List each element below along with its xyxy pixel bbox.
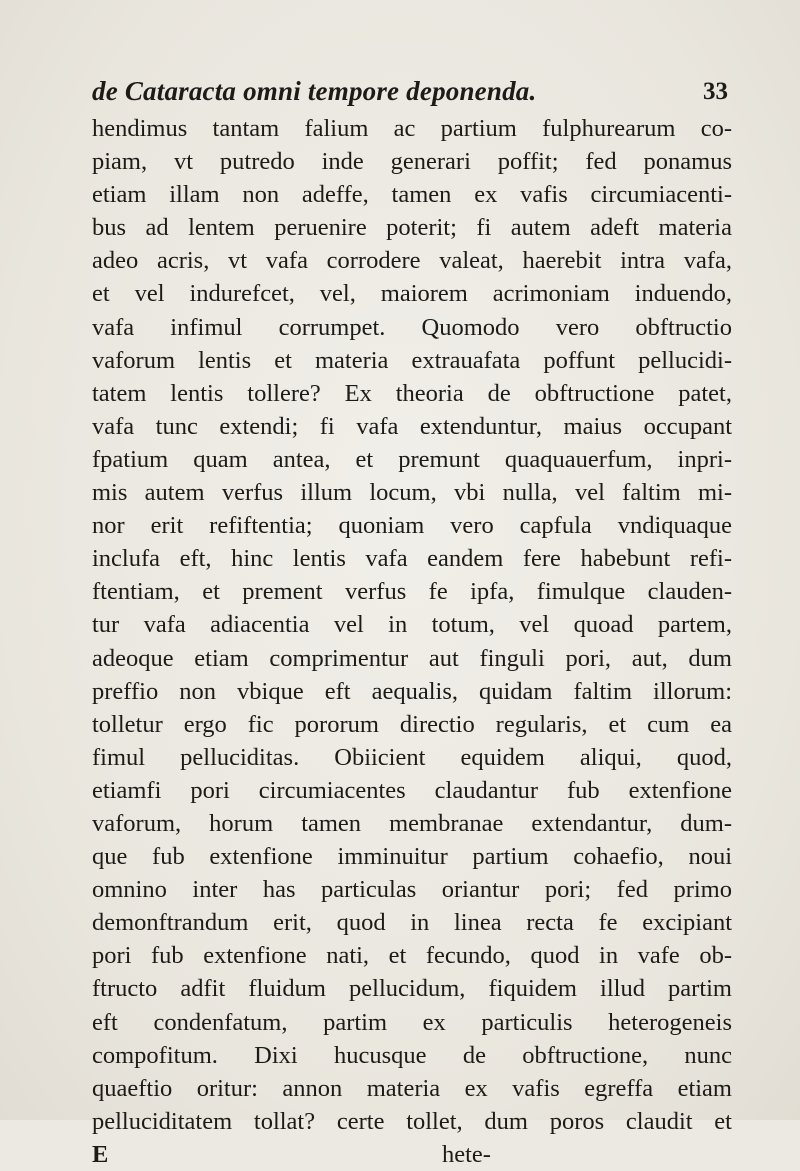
text-line: adeoque etiam comprimentur aut finguli pori, aut, dum: [92, 644, 732, 672]
text-line: vaforum lentis et materia extrauafata poffunt pellucidi-: [92, 346, 732, 374]
text-line: tur vafa adiacentia vel in totum, vel quoad partem,: [92, 611, 732, 639]
text-line: omnino inter has particulas oriantur pori; fed primo: [92, 876, 732, 904]
text-line: que fub extenfione imminuitur partium cohaefio, noui: [92, 843, 732, 871]
catchword: hete-: [442, 1140, 491, 1168]
text-line: etiam illam non adeffe, tamen ex vafis circumiacenti-: [92, 181, 732, 209]
page-number: 33: [703, 78, 728, 105]
text-line: pelluciditatem tollat? certe tollet, dum poros claudit et: [92, 1107, 732, 1135]
text-line: inclufa eft, hinc lentis vafa eandem fere habebunt refi-: [92, 545, 732, 573]
text-line: quaeftio oritur: annon materia ex vafis egreffa etiam: [92, 1074, 732, 1102]
text-line: eft condenfatum, partim ex particulis heterogeneis: [92, 1008, 732, 1036]
text-line: nor erit refiftentia; quoniam vero capfula vndiquaque: [92, 512, 732, 540]
text-line: piam, vt putredo inde generari poffit; fed ponamus: [92, 148, 732, 176]
text-line: ftentiam, et prement verfus fe ipfa, fimulque clauden-: [92, 578, 732, 606]
text-line: compofitum. Dixi hucusque de obftructione, nunc: [92, 1041, 732, 1069]
text-line: tatem lentis tollere? Ex theoria de obftructione patet,: [92, 379, 732, 407]
text-line: demonftrandum erit, quod in linea recta fe excipiant: [92, 909, 732, 937]
body-text: [92, 112, 732, 1171]
footer-line: [92, 1138, 732, 1171]
text-line: ftructo adfit fluidum pellucidum, fiquidem illud partim: [92, 975, 732, 1003]
text-line: hendimus tantam falium ac partium fulphurearum co-: [92, 115, 732, 142]
text-line: fpatium quam antea, et premunt quaquauerfum, inpri-: [92, 445, 732, 473]
text-line: adeo acris, vt vafa corrodere valeat, haerebit intra vafa,: [92, 247, 732, 275]
text-line: etiamfi pori circumiacentes claudantur fub extenfione: [92, 776, 732, 804]
text-line: vaforum, horum tamen membranae extendantur, dum-: [92, 809, 732, 837]
page-header: [92, 76, 732, 116]
text-line: et vel indurefcet, vel, maiorem acrimoniam induendo,: [92, 280, 732, 308]
text-line: vafa infimul corrumpet. Quomodo vero obftructio: [92, 313, 732, 341]
running-head: de Cataracta omni tempore deponenda.: [92, 76, 537, 106]
text-line: pori fub extenfione nati, et fecundo, quod in vafe ob-: [92, 942, 732, 970]
text-line: fimul pelluciditas. Obiicient equidem aliqui, quod,: [92, 743, 732, 771]
signature-mark: E: [92, 1140, 109, 1168]
text-line: mis autem verfus illum locum, vbi nulla, vel faltim mi-: [92, 479, 732, 507]
text-line: bus ad lentem peruenire poterit; fi autem adeft materia: [92, 214, 732, 242]
text-line: tolletur ergo fic pororum directio regularis, et cum ea: [92, 710, 732, 738]
text-line: preffio non vbique eft aequalis, quidam faltim illorum:: [92, 677, 732, 705]
text-line: vafa tunc extendi; fi vafa extenduntur, maius occupant: [92, 412, 732, 440]
